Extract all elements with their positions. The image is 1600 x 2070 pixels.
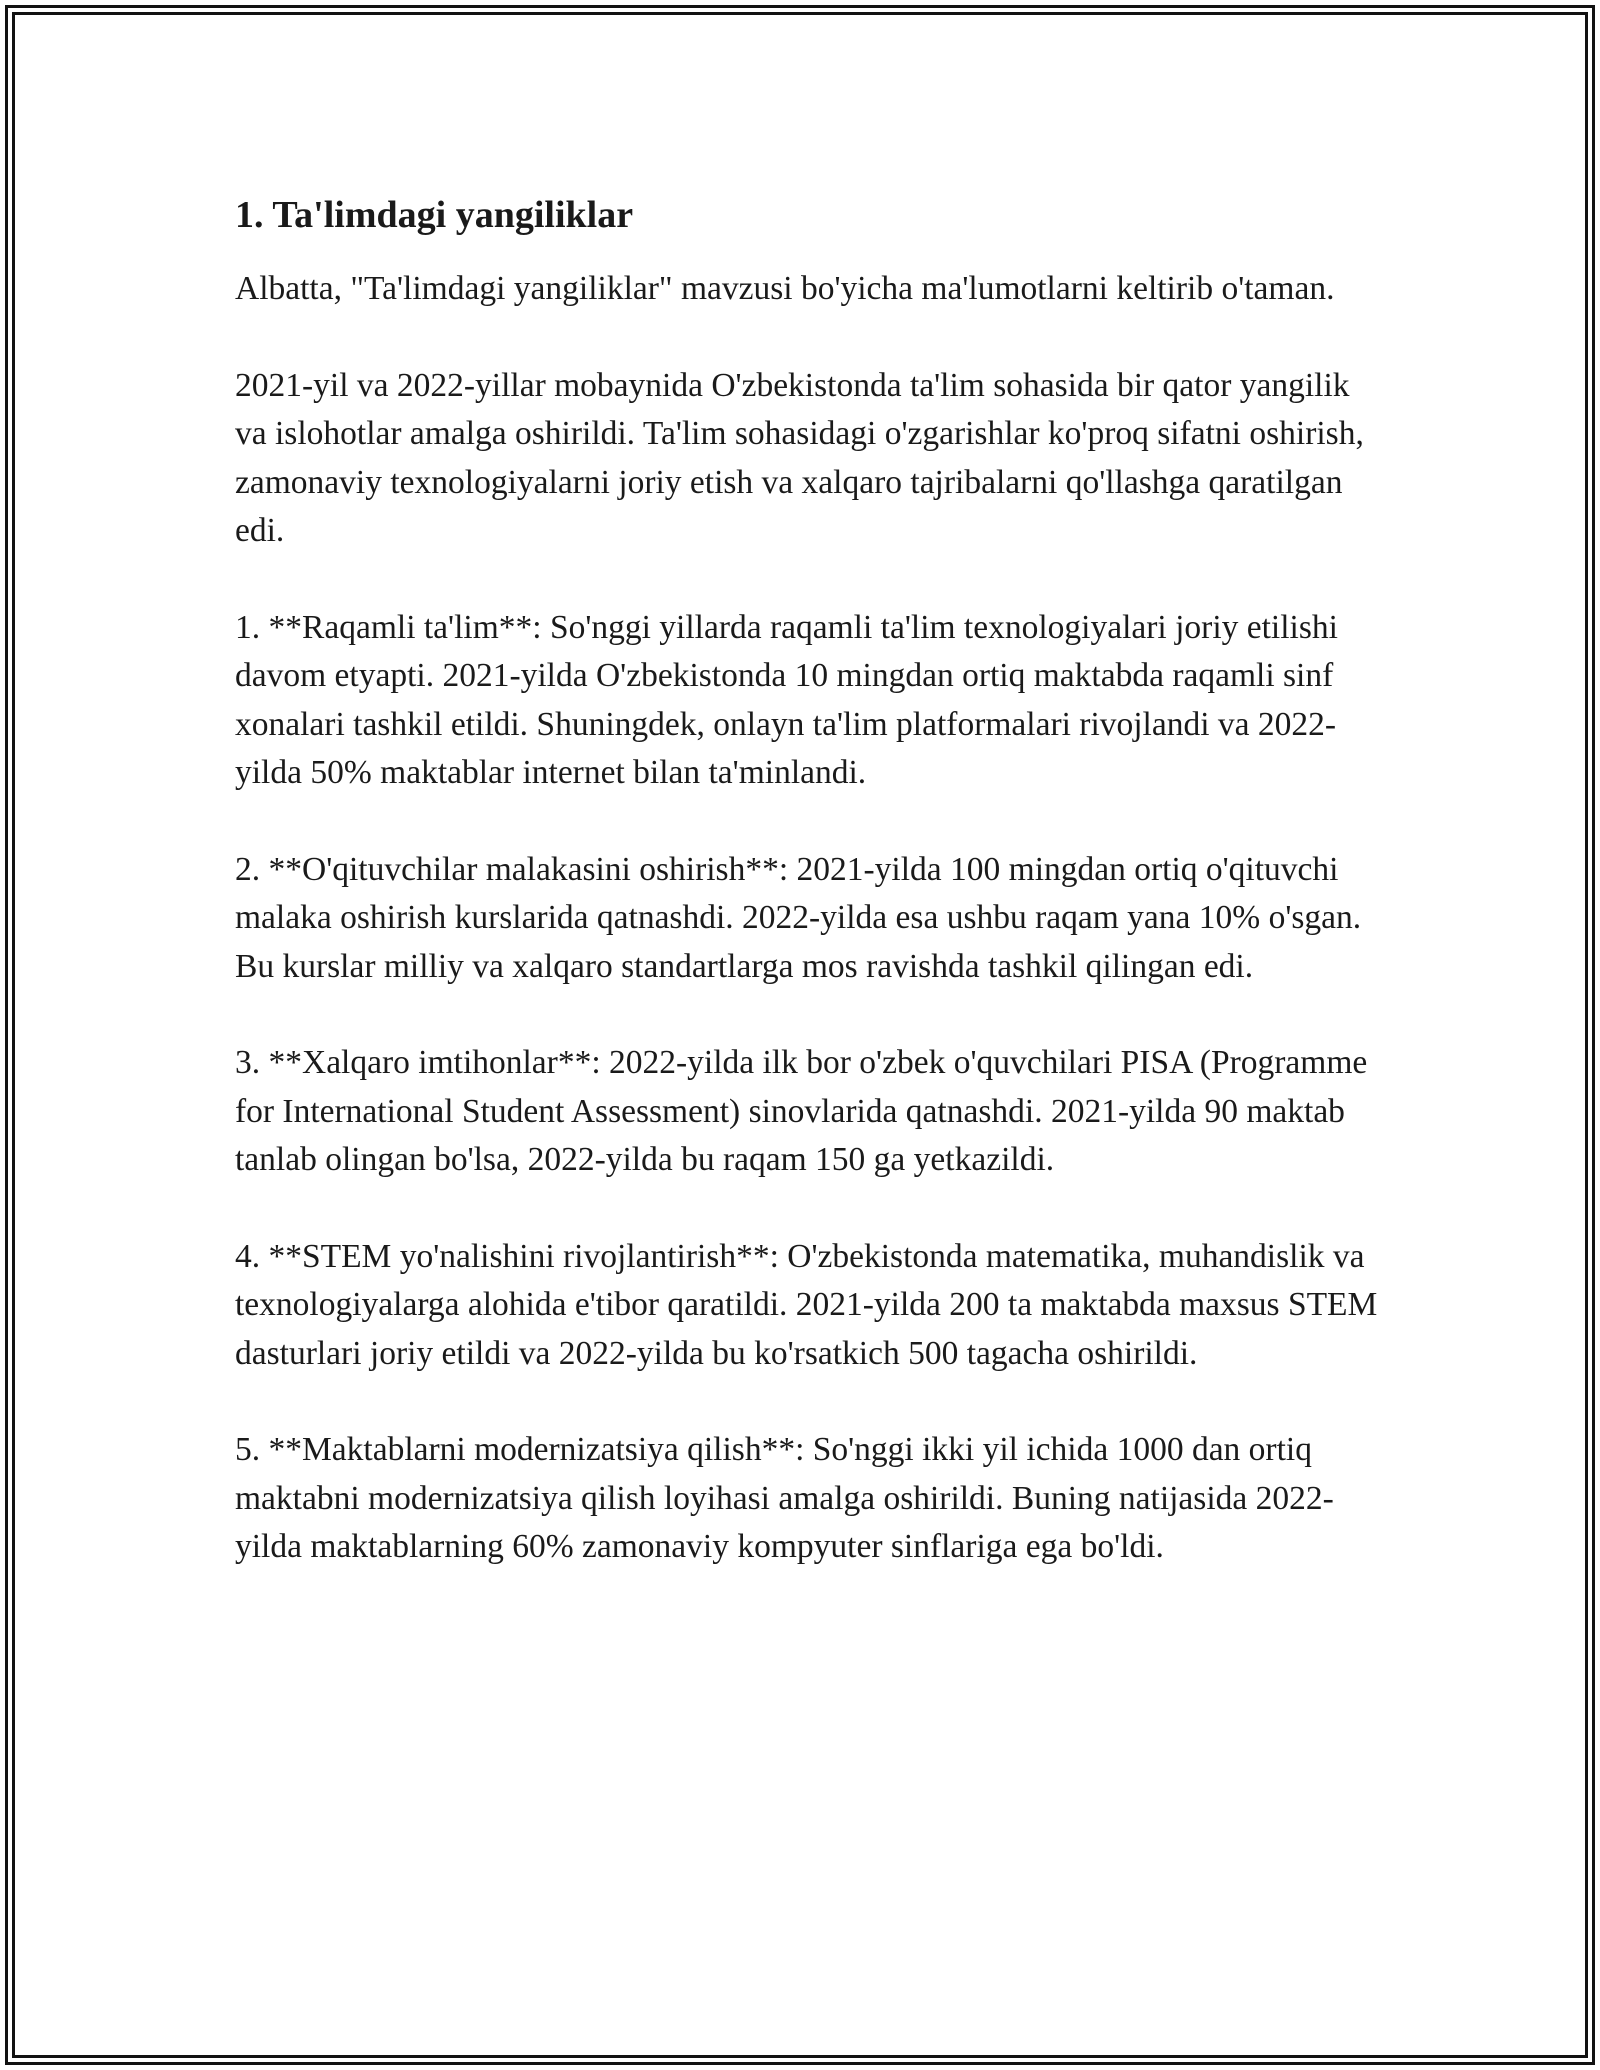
list-item-digital-education: 1. **Raqamli ta'lim**: So'nggi yillarda raqamli ta'lim texnologiyalari joriy etilishi davom etyapti. 2021-yilda O'zbekistonda 10 mingdan ortiq maktabda raqamli sinf xonalari tashkil etildi. Shuningdek, onlayn ta'lim platformalari rivojlandi va 2022-yilda 50% maktablar internet bilan ta'minlandi. xyxy=(235,608,1338,791)
document-heading: 1. Ta'limdagi yangiliklar xyxy=(235,194,634,236)
document-body xyxy=(235,185,1385,1620)
overview-paragraph: 2021-yil va 2022-yillar mobaynida O'zbekistonda ta'lim sohasida bir qator yangilik va islohotlar amalga oshirildi. Ta'lim sohasidagi o'zgarishlar ko'proq sifatni oshirish, zamonaviy texnologiyalarni joriy etish va xalqaro tajribalarni qo'llashga qaratilgan edi. xyxy=(235,366,1364,549)
list-item-school-modernization: 5. **Maktablarni modernizatsiya qilish**: So'nggi ikki yil ichida 1000 dan ortiq maktabni modernizatsiya qilish loyihasi amalga oshirildi. Buning natijasida 2022-yilda maktablarning 60% zamonaviy kompyuter sinflariga ega bo'ldi. xyxy=(235,1431,1334,1565)
list-item-international-exams: 3. **Xalqaro imtihonlar**: 2022-yilda ilk bor o'zbek o'quvchilari PISA (Programme for International Student Assessment) sinovlarida qatnashdi. 2021-yilda 90 maktab tanlab olingan bo'lsa, 2022-yilda bu raqam 150 ga yetkazildi. xyxy=(235,1044,1368,1178)
intro-paragraph: Albatta, "Ta'limdagi yangiliklar" mavzusi bo'yicha ma'lumotlarni keltirib o'taman. xyxy=(235,270,1335,307)
list-item-stem: 4. **STEM yo'nalishini rivojlantirish**: O'zbekistonda matematika, muhandislik va texnologiyalarga alohida e'tibor qaratildi. 2021-yilda 200 ta maktabda maxsus STEM dasturlari joriy etildi va 2022-yilda bu ko'rsatkich 500 tagacha oshirildi. xyxy=(235,1237,1378,1372)
list-item-teacher-training: 2. **O'qituvchilar malakasini oshirish**: 2021-yilda 100 mingdan ortiq o'qituvchi malaka oshirish kurslarida qatnashdi. 2022-yilda esa ushbu raqam yana 10% o'sgan. Bu kurslar milliy va xalqaro standartlarga mos ravishda tashkil qilingan edi. xyxy=(235,850,1362,985)
